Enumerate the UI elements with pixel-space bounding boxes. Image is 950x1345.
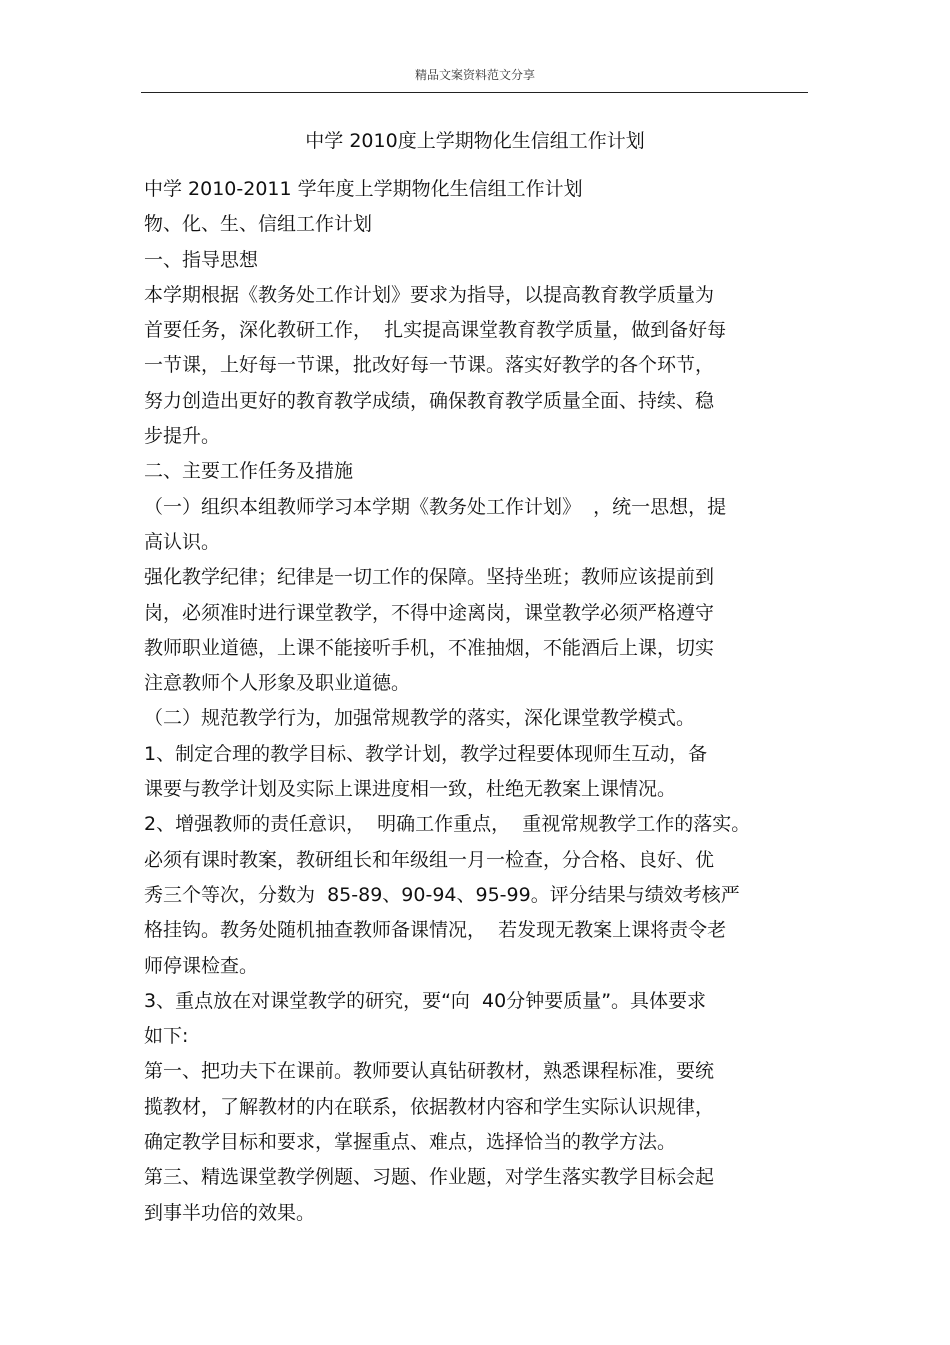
body-text-line: 步提升。 (144, 425, 221, 448)
body-text-line: 确定教学目标和要求，掌握重点、难点，选择恰当的教学方法。 (144, 1131, 677, 1154)
body-text-line: 岗，必须准时进行课堂教学，不得中途离岗，课堂教学必须严格遵守 (144, 601, 715, 624)
body-text-line: 3、重点放在对课堂教学的研究，要“向 40分钟要质量”。具体要求 (144, 989, 707, 1012)
body-text-line: 一节课，上好每一节课，批改好每一节课。落实好教学的各个环节， (144, 354, 715, 377)
body-text-line: 教师职业道德，上课不能接听手机，不准抽烟，不能酒后上课，切实 (144, 636, 715, 659)
body-text-line: 本学期根据《教务处工作计划》要求为指导，以提高教育教学质量为 (144, 283, 715, 306)
body-text-line: （一）组织本组教师学习本学期《教务处工作计划》 ，统一思想，提 (144, 495, 727, 518)
body-text-line: 2、增强教师的责任意识， 明确工作重点， 重视常规教学工作的落实。 (144, 813, 751, 836)
body-text-line: 1、制定合理的教学目标、教学计划，教学过程要体现师生互动，备 (144, 742, 708, 765)
body-text-line: 格挂钩。教务处随机抽查教师备课情况， 若发现无教案上课将责令老 (144, 919, 727, 942)
body-text-line: 第一、把功夫下在课前。教师要认真钻研教材，熟悉课程标准，要统 (144, 1060, 715, 1083)
page-header: 精品文案资料范文分享 (414, 68, 535, 82)
body-text-line: 课要与教学计划及实际上课进度相一致，杜绝无教案上课情况。 (144, 778, 677, 801)
body-text-line: 必须有课时教案，教研组长和年级组一月一检查，分合格、良好、优 (144, 848, 715, 871)
body-text-line: 努力创造出更好的教育教学成绩，确保教育教学质量全面、持续、稳 (144, 389, 715, 412)
document-body (144, 172, 804, 1231)
body-text-line: 到事半功倍的效果。 (144, 1201, 316, 1224)
body-text-line: 师停课检查。 (144, 954, 259, 977)
body-text-line: 秀三个等次，分数为 85-89、90-94、95-99。评分结果与绩效考核严 (144, 883, 740, 906)
body-text-line: 注意教师个人形象及职业道德。 (144, 672, 411, 695)
body-text-line: 物、化、生、信组工作计划 (144, 213, 373, 236)
body-text-line: 一、指导思想 (144, 248, 259, 271)
body-text-line: 强化教学纪律；纪律是一切工作的保障。坚持坐班；教师应该提前到 (144, 566, 715, 589)
body-text-line: 揽教材，了解教材的内在联系，依据教材内容和学生实际认识规律， (144, 1095, 715, 1118)
document-title: 中学 2010度上学期物化生信组工作计划 (305, 130, 645, 152)
body-text-line: （二）规范教学行为，加强常规教学的落实，深化课堂教学模式。 (144, 707, 696, 730)
body-text-line: 高认识。 (144, 530, 221, 553)
header-divider (141, 92, 808, 93)
body-text-line: 首要任务，深化教研工作， 扎实提高课堂教育教学质量，做到备好每 (144, 319, 727, 342)
body-text-line: 如下: (144, 1025, 189, 1048)
body-text-line: 第三、精选课堂教学例题、习题、作业题，对学生落实教学目标会起 (144, 1166, 715, 1189)
body-text-line: 二、主要工作任务及措施 (144, 460, 354, 483)
body-text-line: 中学 2010-2011 学年度上学期物化生信组工作计划 (144, 178, 583, 200)
